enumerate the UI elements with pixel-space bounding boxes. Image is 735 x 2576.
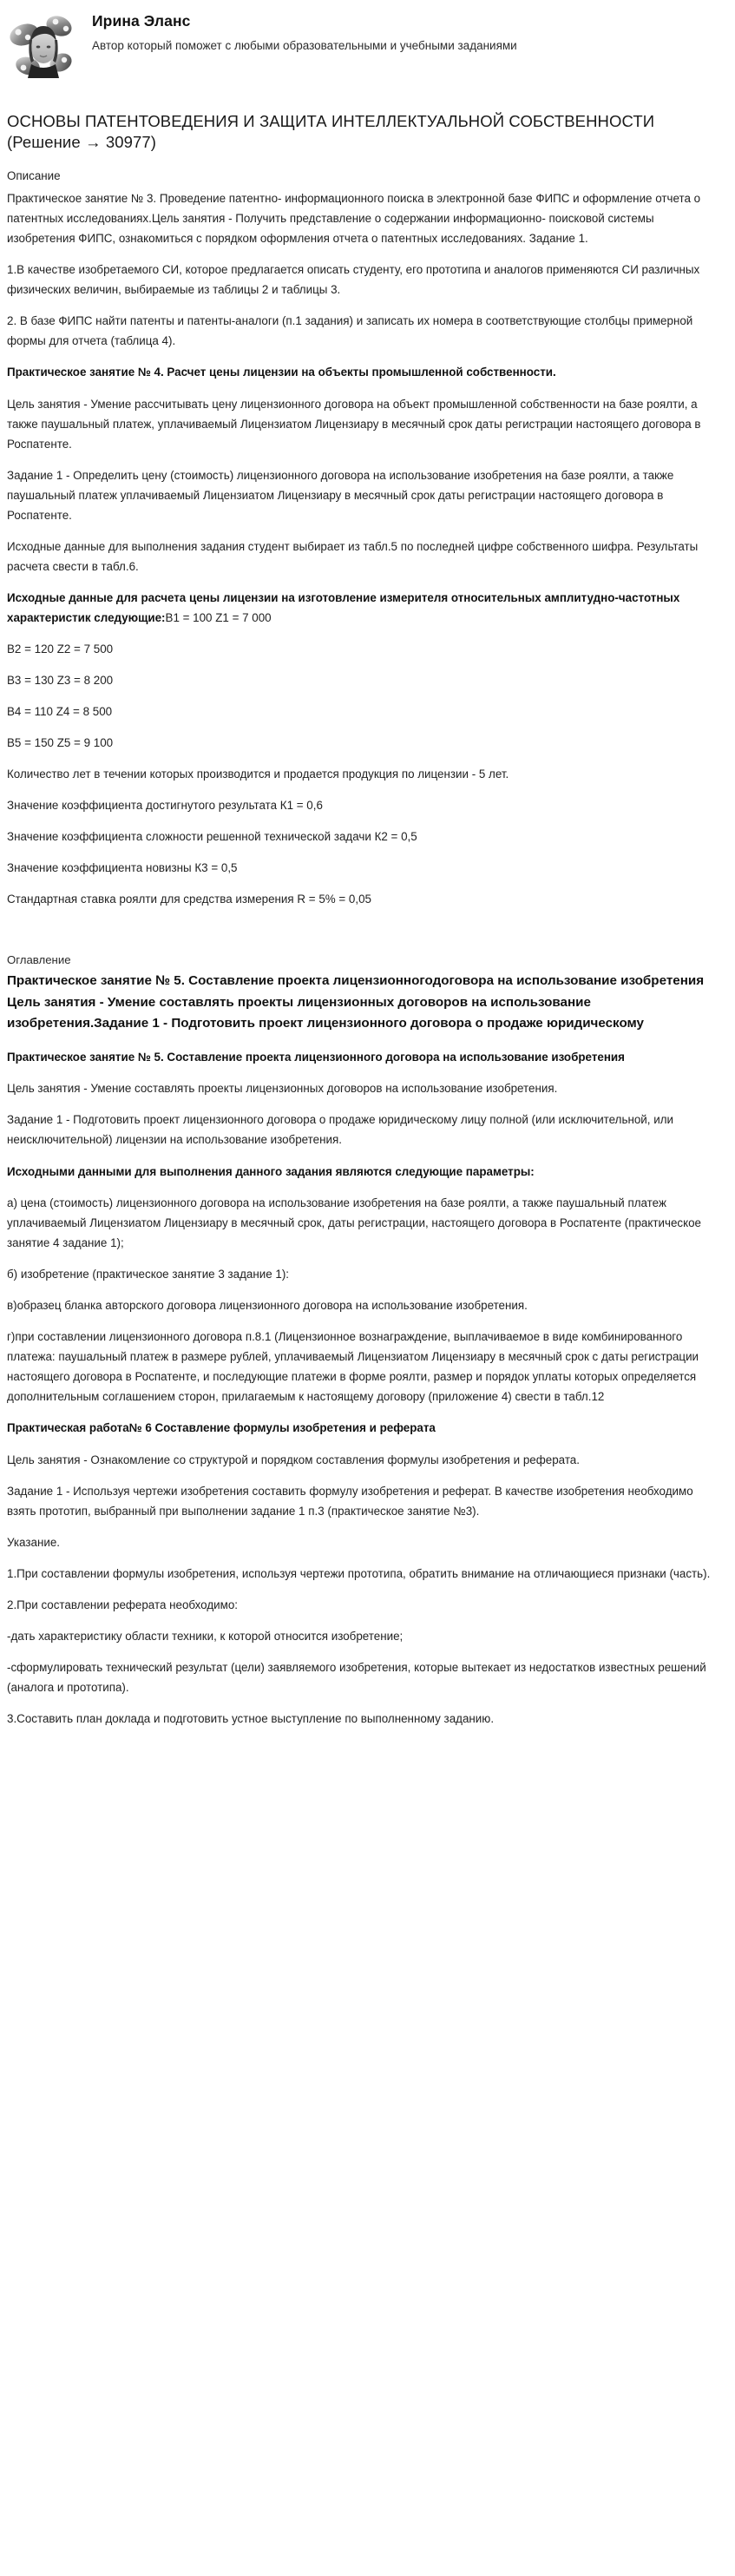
value-b2: B2 = 120 Z2 = 7 500 (7, 642, 114, 656)
paragraph-6: Исходные данные для выполнения задания студент выбирает из табл.5 по последней цифре собственного шифра. Результаты расчета свести в табл.6. (7, 539, 699, 573)
coefficient-k2: Значение коэффициента сложности решенной технической задачи К2 = 0,5 (7, 830, 417, 844)
paragraph-14: -дать характеристику области техники, к которой относится изобретение; (7, 1629, 404, 1643)
heading-practical-6: Практическая работа№ 6 Составление формулы изобретения и реферата (7, 1421, 436, 1435)
page-title: ОСНОВЫ ПАТЕНТОВЕДЕНИЯ И ЗАЩИТА ИНТЕЛЛЕКТУАЛЬНОЙ СОБСТВЕННОСТИ (Решение → 30977) (7, 112, 655, 152)
paragraph-4: Цель занятия - Умение рассчитывать цену лицензионного договора на объект промышленной собственности на базе роялти, а также паушальный платеж, уплачиваемый Лицензиатом Лицензиару в месячный срок даты регистрации настоящего договора в Роспатенте. (7, 397, 701, 451)
paragraph-15: -сформулировать технический результат (цели) заявляемого изобретения, которые вытекает из недостатков известных решений (аналога и прототипа). (7, 1660, 706, 1694)
paragraph-13: 2.При составлении реферата необходимо: (7, 1598, 238, 1611)
heading-practical-5: Практическое занятие № 5. Составление проекта лицензионного договора на использование изобретения (7, 1051, 625, 1064)
paragraph-2: 1.В качестве изобретаемого СИ, которое предлагается описать студенту, его прототипа и аналогов применяются СИ различных физических величин, выбираемые из таблицы 2 и таблицы 3. (7, 263, 700, 297)
heading-initial-data (7, 588, 725, 628)
paragraph-item-g: г)при составлении лицензионного договора п.8.1 (Лицензионное вознаграждение, выплачиваемое в виде комбинированного платежа: паушальный платеж в размере рублей, уплачиваемый Лицензиатом Лицензиару в месячный срок с даты регистрации настоящего договора в Роспатенте, и последующие платежи в форме роялти, размер и порядок уплаты которых определяется дополнительным соглашением сторон, прилагаемым к настоящему договору (приложение 4) свести в табл.12 (7, 1330, 699, 1404)
initial-data-value: B1 = 100 Z1 = 7 000 (165, 610, 272, 624)
paragraph-9: Цель занятия - Ознакомление со структурой и порядком составления формулы изобретения и реферата. (7, 1453, 580, 1466)
paragraph-instruction-label: Указание. (7, 1535, 60, 1549)
royalty-rate: Стандартная ставка роялти для средства измерения R = 5% = 0,05 (7, 893, 371, 906)
toc-entry-practical-5[interactable]: Практическое занятие № 5. Составление проекта лицензионногодоговора на использование изобретения Цель занятия - Умение составлять проекты лицензионных договоров на использование изобретения.Задание 1 - Подготовить проект лицензионного договора о продаже юридическому (7, 973, 705, 1031)
value-b3: B3 = 130 Z3 = 8 200 (7, 674, 114, 688)
initial-data-bold-text: Исходные данные для расчета цены лицензии на изготовление измерителя относительных амплитудно-частотных характеристик следующие: (7, 590, 680, 624)
section-divider (7, 920, 725, 952)
coefficient-k1: Значение коэффициента достигнутого результата К1 = 0,6 (7, 799, 323, 813)
paragraph-item-b: б) изобретение (практическое занятие 3 задание 1): (7, 1267, 290, 1281)
paragraph-8: Задание 1 - Подготовить проект лицензионного договора о продаже юридическому лицу полной (или исключительной, или неисключительной) лицензии на использование изобретения. (7, 1113, 673, 1147)
value-b4: B4 = 110 Z4 = 8 500 (7, 705, 113, 719)
author-tagline: Автор который поможет с любыми образовательными и учебными заданиями (92, 38, 517, 52)
paragraph-5: Задание 1 - Определить цену (стоимость) лицензионного договора на использование изобретения на базе роялти, а также паушальный платеж уплачиваемый Лицензиатом Лицензиару в месячный срок даты регистрации настоящего договора в Роспатенте. (7, 468, 674, 522)
toc-label: Оглавление (7, 953, 71, 967)
value-b5: B5 = 150 Z5 = 9 100 (7, 736, 114, 750)
author-header (7, 7, 725, 82)
heading-practical-4: Практическое занятие № 4. Расчет цены лицензии на объекты промышленной собственности. (7, 366, 556, 379)
paragraph-item-v: в)образец бланка авторского договора лицензионного договора на использование изобретения. (7, 1299, 528, 1313)
author-name: Ирина Эланс (92, 12, 191, 30)
author-info (92, 10, 725, 56)
user-avatar-photo (7, 10, 78, 82)
paragraph-16: 3.Составить план доклада и подготовить устное выступление по выполненному заданию. (7, 1711, 495, 1725)
paragraph-12: 1.При составлении формулы изобретения, используя чертежи прототипа, обратить внимание на отличающиеся признаки (часть). (7, 1566, 711, 1580)
coefficient-k3: Значение коэффициента новизны К3 = 0,5 (7, 861, 238, 875)
heading-parameters: Исходными данными для выполнения данного задания являются следующие параметры: (7, 1164, 535, 1178)
paragraph-10: Задание 1 - Используя чертежи изобретения составить формулу изобретения и реферат. В качестве изобретения необходимо взять прототип, выбранный при выполнении задание 1 п.3 (практическое занятие №3). (7, 1484, 693, 1518)
paragraph-7: Цель занятия - Умение составлять проекты лицензионных договоров на использование изобретения. (7, 1082, 558, 1096)
paragraph-1: Практическое занятие № 3. Проведение патентно- информационного поиска в электронной базе ФИПС и оформление отчета о патентных исследованиях.Цель занятия - Получить представление о содержании информационно- поисковой системы изобретения ФИПС, ознакомиться с порядком оформления отчета о патентных исследованиях. Задание 1. (7, 191, 701, 245)
paragraph-years: Количество лет в течении которых производится и продается продукция по лицензии - 5 лет. (7, 768, 509, 781)
description-label: Описание (7, 168, 61, 182)
paragraph-3: 2. В базе ФИПС найти патенты и патенты-аналоги (п.1 задания) и записать их номера в соответствующие столбцы примерной формы для отчета (таблица 4). (7, 314, 693, 348)
paragraph-item-a: а) цена (стоимость) лицензионного договора на использование изобретения на базе роялти, а также паушальный платеж уплачиваемый Лицензиатом Лицензиару в месячный срок, даты регистрации, настоящего договора в Роспатенте (практическое занятие 4 задание 1); (7, 1196, 701, 1249)
